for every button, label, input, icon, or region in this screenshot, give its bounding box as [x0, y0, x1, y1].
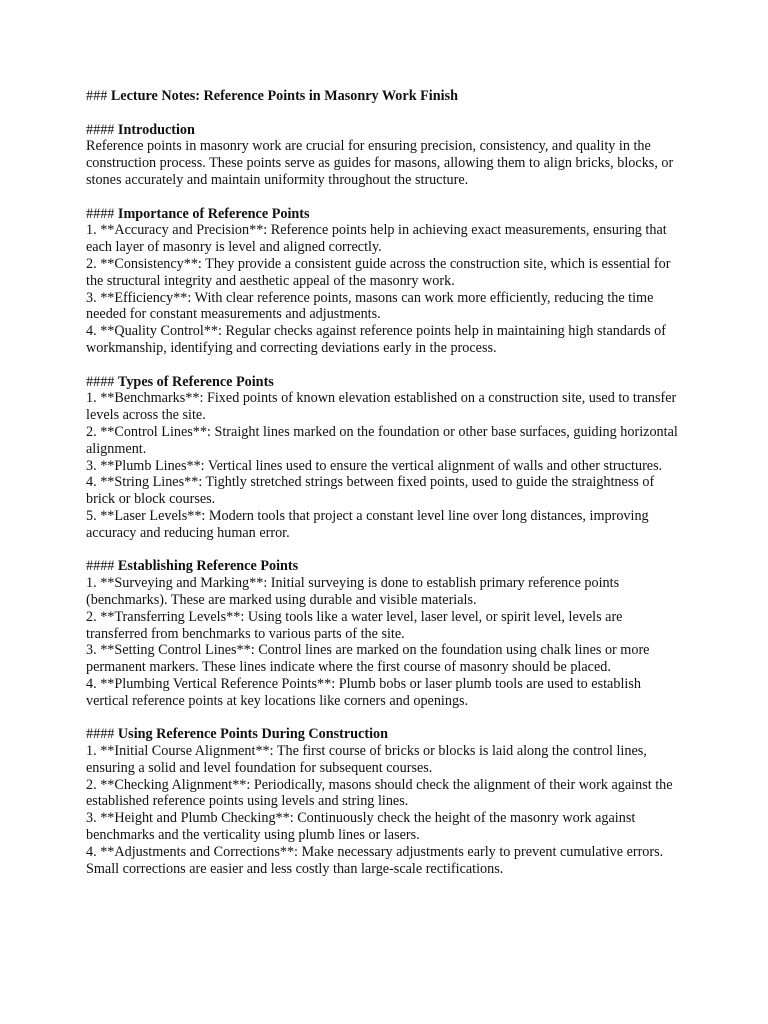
list-item: 2. **Consistency**: They provide a consistent guide across the construction site, which is essential for the structural integrity and aesthetic appeal of the masonry work. — [86, 255, 671, 289]
section-importance — [86, 206, 686, 357]
heading-prefix: #### — [86, 205, 115, 222]
heading-prefix: #### — [86, 558, 115, 575]
list-item: 2. **Control Lines**: Straight lines marked on the foundation or other base surfaces, guiding horizontal alignment. — [86, 423, 678, 457]
section-heading — [86, 206, 686, 223]
section-heading — [86, 374, 686, 391]
heading-prefix: #### — [86, 121, 115, 138]
list-item: 2. **Checking Alignment**: Periodically, masons should check the alignment of their work against the established reference points using levels and string lines. — [86, 776, 673, 810]
list-item: 3. **Setting Control Lines**: Control lines are marked on the foundation using chalk lines or more permanent markers. These lines indicate where the first course of masonry should be placed. — [86, 642, 650, 676]
section-heading — [86, 122, 686, 139]
list-item: 4. **Plumbing Vertical Reference Points**: Plumb bobs or laser plumb tools are used to establish vertical reference points at key locations like corners and openings. — [86, 675, 641, 709]
document-title — [86, 88, 686, 105]
list-item: 4. **Adjustments and Corrections**: Make necessary adjustments early to prevent cumulative errors. Small corrections are easier and less costly than large-scale rectifications. — [86, 843, 664, 877]
section-types — [86, 374, 686, 542]
title-prefix: ### — [86, 88, 108, 104]
heading-prefix: #### — [86, 726, 115, 743]
heading-text: Importance of Reference Points — [117, 205, 310, 222]
section-heading — [86, 558, 686, 575]
heading-text: Types of Reference Points — [117, 373, 274, 390]
section-paragraph: Reference points in masonry work are crucial for ensuring precision, consistency, and quality in the construction process. These points serve as guides for masons, allowing them to align bricks, blocks, or stones accurately and maintain uniformity throughout the structure. — [86, 138, 674, 188]
list-item: 2. **Transferring Levels**: Using tools like a water level, laser level, or spirit level, levels are transferred from benchmarks to various parts of the site. — [86, 608, 623, 642]
list-item: 3. **Efficiency**: With clear reference points, masons can work more efficiently, reducing the time needed for constant measurements and adjustments. — [86, 289, 654, 323]
list-item: 1. **Benchmarks**: Fixed points of known elevation established on a construction site, used to transfer levels across the site. — [86, 390, 677, 424]
list-item: 3. **Height and Plumb Checking**: Continuously check the height of the masonry work against benchmarks and the verticality using plumb lines or lasers. — [86, 810, 636, 844]
heading-text: Introduction — [117, 121, 195, 138]
section-using — [86, 726, 686, 877]
section-establishing — [86, 558, 686, 709]
title-text: Lecture Notes: Reference Points in Masonry Work Finish — [110, 88, 458, 104]
section-introduction — [86, 122, 686, 189]
list-item: 4. **String Lines**: Tightly stretched strings between fixed points, used to guide the straightness of brick or block courses. — [86, 474, 655, 508]
document-page — [86, 88, 686, 894]
list-item: 1. **Accuracy and Precision**: Reference points help in achieving exact measurements, ensuring that each layer of masonry is level and aligned correctly. — [86, 222, 667, 256]
list-item: 5. **Laser Levels**: Modern tools that project a constant level line over long distances, improving accuracy and reducing human error. — [86, 507, 649, 541]
heading-prefix: #### — [86, 373, 115, 390]
section-heading — [86, 726, 686, 743]
heading-text: Establishing Reference Points — [117, 558, 299, 575]
list-item: 1. **Initial Course Alignment**: The first course of bricks or blocks is laid along the control lines, ensuring a solid and level foundation for subsequent courses. — [86, 743, 647, 776]
list-item: 4. **Quality Control**: Regular checks against reference points help in maintaining high standards of workmanship, identifying and correcting deviations early in the process. — [86, 323, 666, 356]
heading-text: Using Reference Points During Construction — [117, 726, 388, 743]
list-item: 1. **Surveying and Marking**: Initial surveying is done to establish primary reference points (benchmarks). These are marked using durable and visible materials. — [86, 575, 620, 608]
list-item: 3. **Plumb Lines**: Vertical lines used to ensure the vertical alignment of walls and other structures. — [86, 457, 663, 474]
